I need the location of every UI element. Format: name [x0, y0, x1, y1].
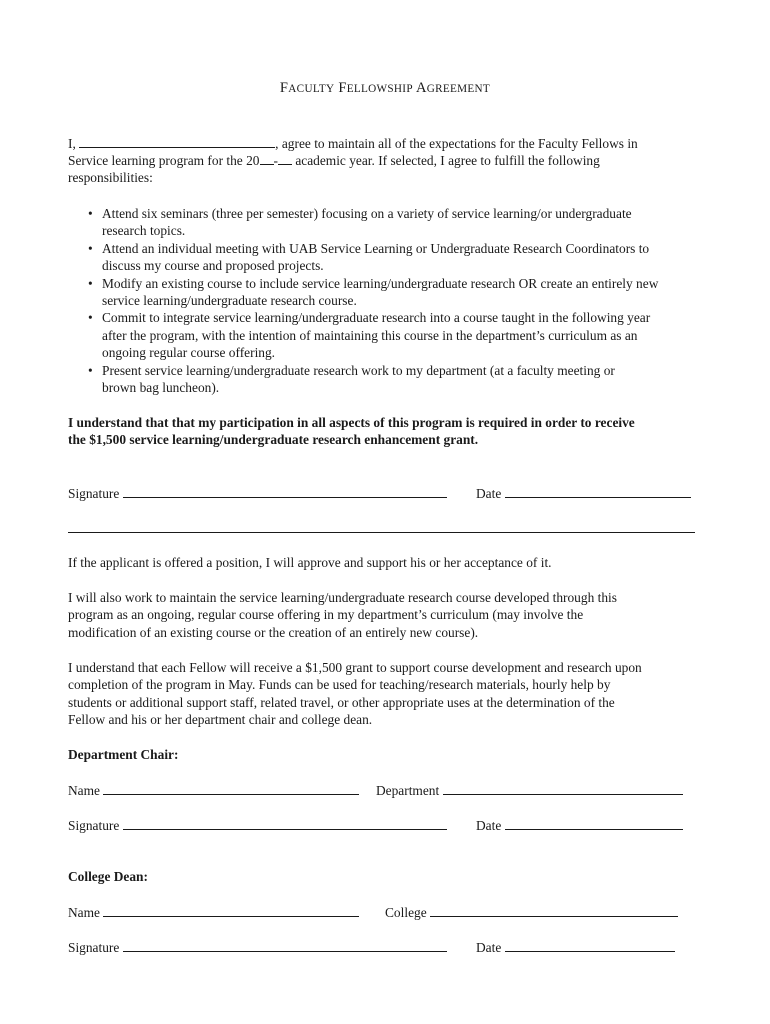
dean-name-row [68, 903, 359, 921]
chair-department-row [376, 781, 683, 799]
dean-college-field[interactable] [430, 903, 678, 917]
bullet-icon: • [88, 275, 93, 291]
department-chair-heading: Department Chair: [68, 747, 179, 762]
date-label: Date [476, 818, 502, 833]
signature-label: Signature [68, 486, 120, 501]
list-item: • Attend six seminars (three per semester) focusing on a variety of service learning/or undergraduate research topics. [88, 206, 632, 239]
dean-name-field[interactable] [103, 903, 359, 917]
document-title: FACULTY FELLOWSHIP AGREEMENT [279, 80, 491, 96]
chair-department-field[interactable] [443, 781, 683, 795]
intro-line-2: Service learning program for the 20 - academic year. If selected, I agree to fulfill the following [68, 153, 600, 168]
dean-signature-row [68, 938, 447, 956]
dean-college-row [385, 903, 678, 921]
year-start-blank[interactable] [260, 152, 274, 165]
applicant-signature-field[interactable] [123, 484, 447, 498]
dean-signature-field[interactable] [123, 938, 447, 952]
maintain-paragraph-line-2: program as an ongoing, regular course offering in my department’s curriculum (may involve the [68, 607, 584, 622]
name-label: Name [68, 905, 100, 920]
grant-paragraph-line-1: I understand that each Fellow will receive a $1,500 grant to support course development and research upon [68, 660, 642, 675]
chair-name-row [68, 781, 359, 799]
approval-paragraph: If the applicant is offered a position, I will approve and support his or her acceptance of it. [68, 555, 552, 570]
requirement-line-1: I understand that that my participation in all aspects of this program is required in order to receive [68, 415, 635, 430]
chair-date-field[interactable] [505, 816, 683, 830]
signature-label: Signature [68, 940, 120, 955]
section-divider [68, 532, 695, 533]
list-item: • Modify an existing course to include service learning/undergraduate research OR create an entirely new service learning/undergraduate research course. [88, 275, 659, 309]
responsibilities-list [86, 205, 706, 396]
applicant-date-row [476, 484, 691, 502]
dean-date-field[interactable] [505, 938, 675, 952]
maintain-paragraph-line-1: I will also work to maintain the service learning/undergraduate research course developed through this [68, 590, 617, 605]
name-label: Name [68, 783, 100, 798]
chair-date-row [476, 816, 683, 834]
chair-name-field[interactable] [103, 781, 359, 795]
chair-signature-row [68, 816, 447, 834]
bullet-icon: • [88, 206, 93, 221]
bullet-icon: • [88, 310, 93, 326]
fellow-name-blank[interactable] [79, 135, 275, 148]
date-label: Date [476, 940, 502, 955]
list-item: • Present service learning/undergraduate research work to my department (at a faculty meeting or brown bag luncheon). [88, 362, 615, 396]
grant-paragraph-line-4: Fellow and his or her department chair and college dean. [68, 712, 373, 727]
grant-paragraph-line-3: students or additional support staff, related travel, or other appropriate uses at the determination of the [68, 695, 615, 710]
applicant-date-field[interactable] [505, 484, 691, 498]
college-label: College [385, 905, 427, 920]
chair-signature-field[interactable] [123, 816, 447, 830]
list-item: • Attend an individual meeting with UAB Service Learning or Undergraduate Research Coordinators to discuss my course and proposed projects. [88, 240, 650, 274]
bullet-icon: • [88, 362, 93, 378]
grant-paragraph-line-2: completion of the program in May. Funds can be used for teaching/research materials, hourly help by [68, 677, 611, 692]
list-item: • Commit to integrate service learning/undergraduate research into a course taught in the following year after the program, with the intention of maintaining this course in the department’s curriculum as an ongoing regular course offering. [88, 310, 651, 361]
signature-label: Signature [68, 818, 120, 833]
intro-line-1: I, , agree to maintain all of the expectations for the Faculty Fellows in [68, 136, 638, 151]
bullet-icon: • [88, 240, 93, 256]
date-label: Date [476, 486, 502, 501]
applicant-signature-row [68, 484, 447, 502]
maintain-paragraph-line-3: modification of an existing course or the creation of an entirely new course). [68, 625, 479, 640]
dean-date-row [476, 938, 675, 956]
intro-line-3: responsibilities: [68, 170, 153, 185]
college-dean-heading: College Dean: [68, 869, 148, 884]
department-label: Department [376, 783, 440, 798]
requirement-line-2: the $1,500 service learning/undergraduate research enhancement grant. [68, 432, 479, 447]
year-end-blank[interactable] [278, 152, 292, 165]
